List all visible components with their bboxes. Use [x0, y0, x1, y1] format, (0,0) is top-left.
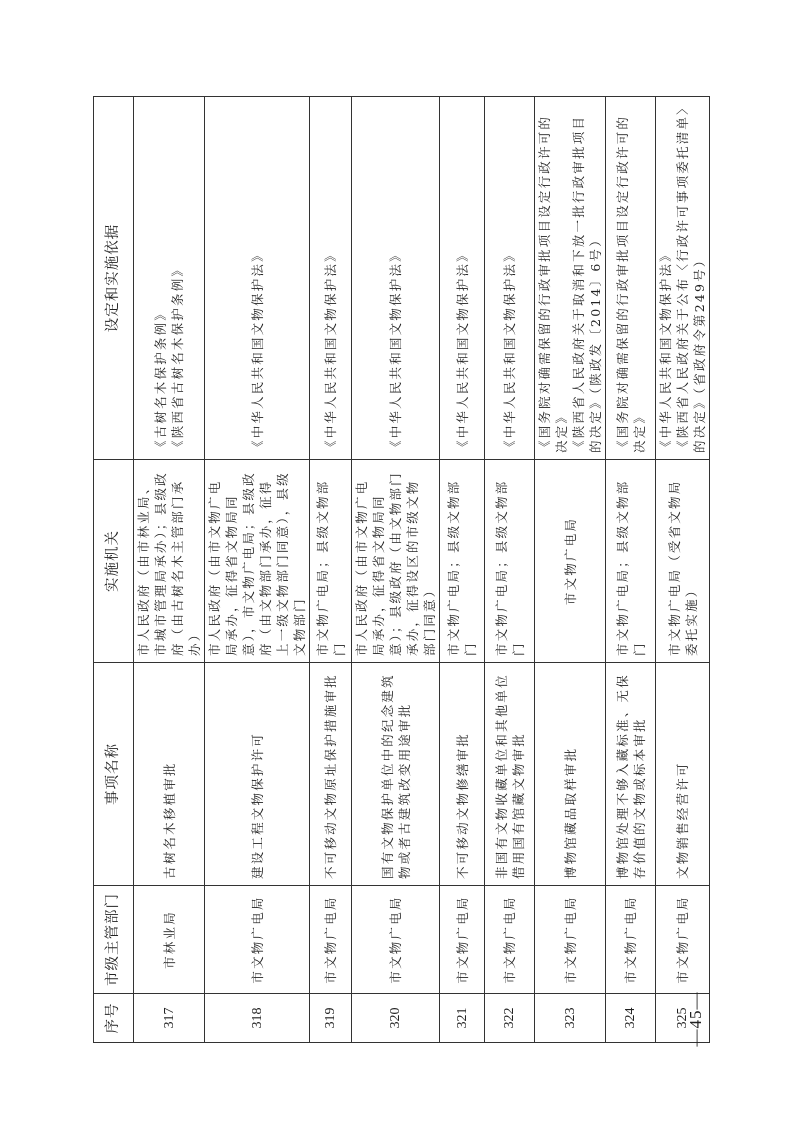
cell-basis	[485, 97, 535, 460]
table-row	[352, 97, 440, 1043]
basis-document: 《陕西省人民政府关于公布〈行政许可事项委托清单〉的决定》（省政府令第249号）	[675, 106, 707, 453]
basis-document: 《中华人民共和国文物保护法》	[249, 247, 265, 453]
cell-serial-number: 321	[440, 994, 485, 1043]
cell-item-name: 古树名木移植审批	[134, 663, 205, 886]
cell-item-name: 非国有文物收藏单位和其他单位借用国有馆藏文物审批	[485, 663, 535, 886]
cell-agency: 市人民政府（由市文物广电局承办，征得省文物局同意），市文物广电局；县级政府（由文物部门承办，征得上一级文物部门同意），县级文物部门	[205, 460, 310, 663]
approval-items-table	[93, 96, 710, 1043]
cell-serial-number: 318	[205, 994, 310, 1043]
basis-document: 《中华人民共和国文物保护法》	[502, 247, 517, 453]
header-serial-number: 序号	[94, 994, 134, 1043]
cell-basis	[352, 97, 440, 460]
cell-basis	[440, 97, 485, 460]
cell-basis	[134, 97, 205, 460]
cell-department: 市文物广电局	[606, 886, 656, 994]
cell-agency: 市文物广电局；县级文物部门	[485, 460, 535, 663]
table-row	[310, 97, 352, 1043]
table-row	[656, 97, 710, 1043]
cell-serial-number: 317	[134, 994, 205, 1043]
cell-basis	[535, 97, 606, 460]
cell-serial-number: 320	[352, 994, 440, 1043]
cell-item-name: 国有文物保护单位中的纪念建筑物或者古建筑改变用途审批	[352, 663, 440, 886]
header-agency: 实施机关	[94, 460, 134, 663]
basis-document: 《陕西省古树名木保护条例》	[170, 261, 185, 453]
basis-document: 《中华人民共和国文物保护法》	[323, 247, 338, 453]
table-row	[535, 97, 606, 1043]
page-number-text: —45—	[686, 991, 705, 1047]
cell-department: 市林业局	[134, 886, 205, 994]
cell-item-name: 文物销售经营许可	[656, 663, 710, 886]
page-number	[672, 991, 720, 1047]
cell-item-name: 建设工程文物保护许可	[205, 663, 310, 886]
cell-agency: 市人民政府（由市林业局、市城市管理局承办）；县级政府（由古树名木主管部门承办）	[134, 460, 205, 663]
basis-document: 《中华人民共和国文物保护法》	[454, 247, 470, 453]
cell-serial-number: 324	[606, 994, 656, 1043]
header-item-name: 事项名称	[94, 663, 134, 886]
basis-document: 《中华人民共和国文物保护法》	[388, 247, 403, 453]
cell-item-name: 不可移动文物原址保护措施审批	[310, 663, 352, 886]
cell-item-name: 不可移动文物修缮审批	[440, 663, 485, 886]
cell-agency: 市文物广电局（受省文物局委托实施）	[656, 460, 710, 663]
basis-document: 《国务院对确需保留的行政审批项目设定行政许可的决定》	[614, 114, 647, 453]
cell-basis	[656, 97, 710, 460]
cell-department: 市文物广电局	[656, 886, 710, 994]
basis-document: 《国务院对确需保留的行政审批项目设定行政许可的决定》	[537, 114, 569, 453]
cell-serial-number: 325	[656, 994, 710, 1043]
cell-item-name: 博物馆藏品取样审批	[535, 663, 606, 886]
cell-basis	[310, 97, 352, 460]
cell-department: 市文物广电局	[310, 886, 352, 994]
cell-serial-number: 323	[535, 994, 606, 1043]
basis-document: 《古树名木保护条例》	[153, 305, 168, 453]
cell-agency: 市人民政府（由市文物广电局承办，征得省文物局同意）；县级政府（由文物部门承办，征得设区的市级文物部门同意）	[352, 460, 440, 663]
basis-document: 《陕西省人民政府关于取消和下放一批行政审批项目的决定》（陕政发〔2014〕6号）	[571, 114, 603, 453]
table-row	[485, 97, 535, 1043]
header-department: 市级主管部门	[94, 886, 134, 994]
cell-department: 市文物广电局	[205, 886, 310, 994]
header-basis: 设定和实施依据	[94, 97, 134, 460]
cell-item-name: 博物馆处理不够入藏标准、无保存价值的文物或标本审批	[606, 663, 656, 886]
cell-department: 市文物广电局	[352, 886, 440, 994]
cell-basis	[205, 97, 310, 460]
table-row	[606, 97, 656, 1043]
cell-agency: 市文物广电局；县级文物部门	[606, 460, 656, 663]
cell-department: 市文物广电局	[440, 886, 485, 994]
table-row	[440, 97, 485, 1043]
cell-serial-number: 319	[310, 994, 352, 1043]
table-header-row	[94, 97, 134, 1043]
cell-department: 市文物广电局	[535, 886, 606, 994]
cell-department: 市文物广电局	[485, 886, 535, 994]
basis-document: 《中华人民共和国文物保护法》	[658, 247, 673, 453]
cell-agency: 市文物广电局	[535, 460, 606, 663]
cell-agency: 市文物广电局；县级文物部门	[310, 460, 352, 663]
cell-serial-number: 322	[485, 994, 535, 1043]
table-row	[205, 97, 310, 1043]
cell-agency: 市文物广电局；县级文物部门	[440, 460, 485, 663]
cell-basis	[606, 97, 656, 460]
table-row	[134, 97, 205, 1043]
